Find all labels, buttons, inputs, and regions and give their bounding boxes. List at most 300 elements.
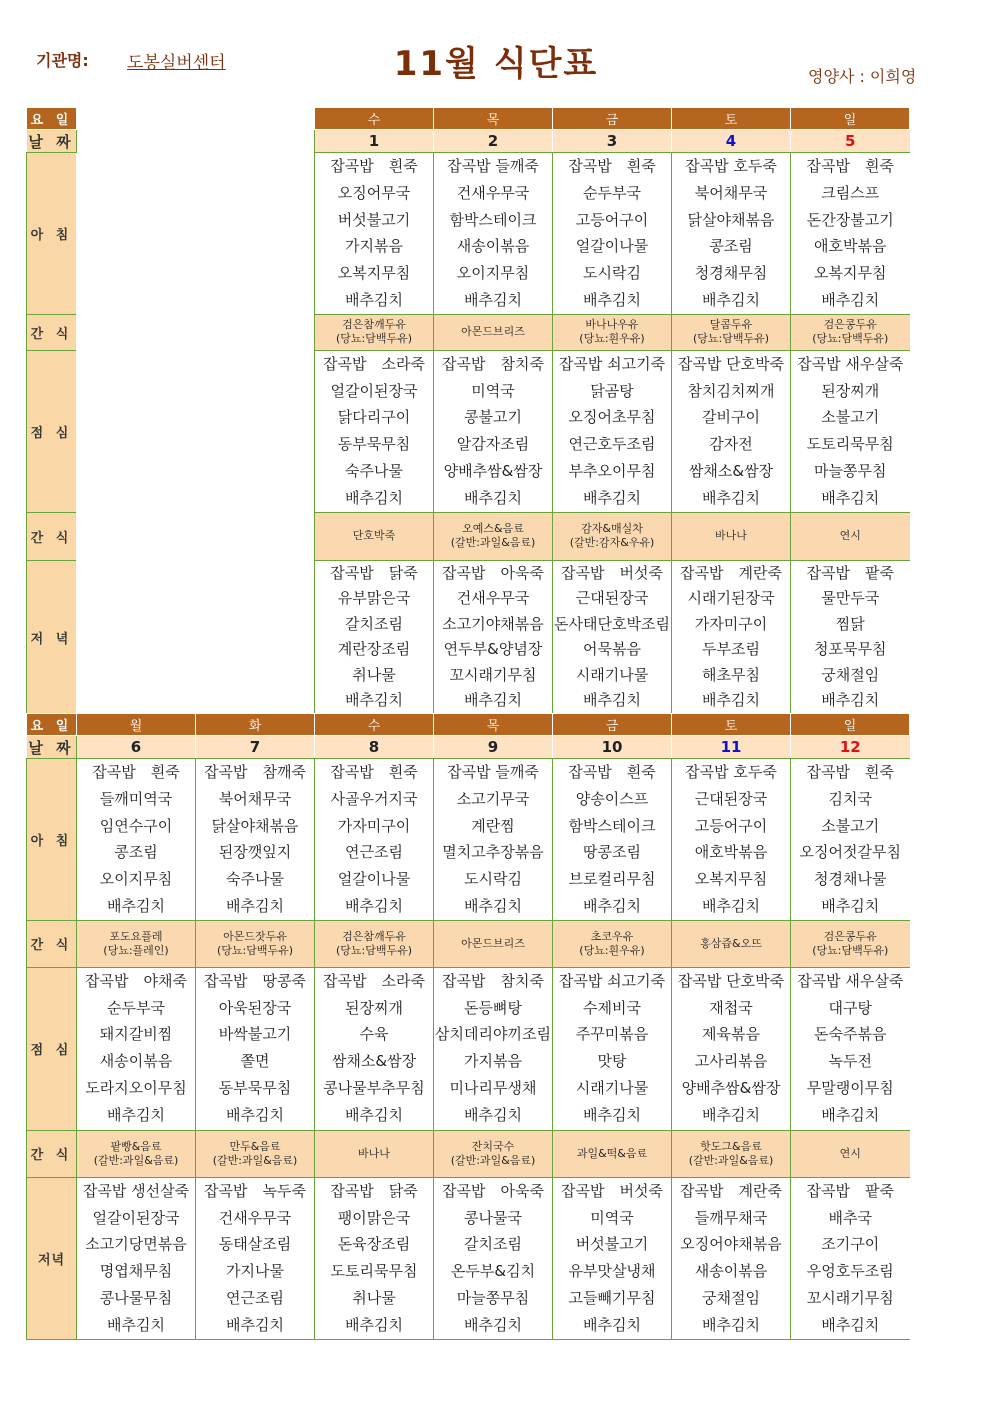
meal-cell	[434, 759, 553, 921]
menu-item: 시래기나물	[575, 1078, 649, 1097]
menu-item: 배추김치	[464, 290, 522, 309]
menu-item: 취나물	[352, 1288, 396, 1307]
meal-cell	[77, 967, 196, 1130]
menu-item: (당뇨:담백두유)	[812, 332, 889, 346]
menu-item: 근대된장국	[694, 789, 768, 808]
menu-item: 소고기당면볶음	[85, 1235, 187, 1254]
menu-item: 배추김치	[345, 1315, 403, 1334]
meal-cell	[791, 153, 910, 315]
menu-item: 건새우무국	[456, 183, 530, 202]
menu-item: 잡곡밥 땅콩죽	[204, 971, 306, 990]
weekday: 금	[553, 108, 672, 130]
menu-item: 오징어야채볶음	[680, 1235, 782, 1254]
meal-cell	[791, 560, 910, 714]
menu-item: 갈치조림	[464, 1235, 522, 1254]
dietitian-label: 영양사 : 이희영	[808, 67, 917, 86]
menu-item: 단호박죽	[352, 529, 396, 543]
lunch-label: 점 심	[27, 967, 77, 1130]
snack-cell	[434, 314, 553, 350]
menu-item: 돈간장불고기	[806, 210, 894, 229]
meal-cell	[434, 1177, 553, 1339]
menu-item: 잡곡밥 버섯죽	[561, 1181, 663, 1200]
menu-item: 배추김치	[464, 896, 522, 915]
menu-item: 궁채절임	[702, 1288, 760, 1307]
breakfast-label: 아 침	[27, 759, 77, 921]
menu-item: 배추김치	[583, 1315, 641, 1334]
menu-item: 시래기된장국	[687, 589, 775, 608]
menu-item: 잡곡밥 소라죽	[323, 354, 425, 373]
menu-item: 된장찌개	[821, 381, 880, 400]
menu-item: 건새우무국	[456, 589, 530, 608]
weekday: 금	[553, 714, 672, 736]
meal-cell	[672, 1177, 791, 1339]
weekday: 토	[672, 108, 791, 130]
menu-item: 배추김치	[702, 691, 760, 710]
menu-item: 배추김치	[821, 488, 880, 507]
menu-item: 돈등뼈탕	[464, 998, 522, 1017]
menu-item: 배추국	[828, 1208, 872, 1227]
menu-item: 배추김치	[702, 488, 760, 507]
meal-cell	[434, 153, 553, 315]
menu-item: 수제비국	[583, 998, 641, 1017]
menu-item: 팥빵&음료	[110, 1139, 162, 1153]
meal-cell	[553, 560, 672, 714]
menu-item: 오징어초무침	[568, 408, 656, 427]
menu-item: 도라지오이무침	[85, 1078, 187, 1097]
menu-item: 배추김치	[226, 896, 284, 915]
menu-item: 애호박볶음	[694, 843, 768, 862]
menu-item: 청경채무침	[694, 264, 768, 283]
menu-item: 배추김치	[702, 1315, 760, 1334]
menu-item: 돈사태단호박조림	[554, 614, 670, 633]
menu-item: 두부조림	[702, 640, 760, 659]
menu-item: 오이지무침	[99, 870, 173, 889]
menu-item: 가지나물	[226, 1262, 284, 1281]
menu-item: 갈비구이	[702, 408, 760, 427]
menu-table-week-1	[26, 107, 910, 715]
meal-cell	[672, 967, 791, 1130]
meal-cell	[315, 560, 434, 714]
menu-item: 배추김치	[107, 1315, 165, 1334]
menu-item: 닭곰탕	[590, 381, 634, 400]
menu-item: 배추김치	[583, 290, 641, 309]
snack-cell	[434, 1130, 553, 1177]
empty-cell	[77, 108, 315, 130]
date: 2	[434, 130, 553, 153]
menu-item: 배추김치	[345, 488, 403, 507]
weekday: 일	[791, 714, 910, 736]
menu-item: 북어채무국	[694, 183, 768, 202]
menu-item: 잡곡밥 들깨죽	[447, 157, 539, 175]
menu-item: 배추김치	[702, 1105, 760, 1124]
snack-label: 간 식	[27, 920, 77, 967]
meal-cell	[434, 560, 553, 714]
menu-item: 콩조림	[709, 237, 753, 256]
menu-item: 잡곡밥 계란죽	[680, 563, 782, 582]
menu-item: 잡곡밥 흰죽	[330, 763, 418, 781]
menu-item: 마늘쫑무침	[456, 1288, 530, 1307]
menu-item: 배추김치	[821, 1315, 880, 1334]
menu-item: 녹두전	[828, 1052, 872, 1071]
menu-item: 핫도그&음료	[700, 1139, 762, 1153]
menu-item: 오징어젓갈무침	[799, 843, 901, 862]
menu-item: 잡곡밥 들깨죽	[447, 763, 539, 781]
dinner-row	[27, 1177, 910, 1339]
snack-cell	[553, 920, 672, 967]
menu-item: 도시락김	[464, 870, 522, 889]
meal-cell	[791, 350, 910, 512]
menu-item: (갈반:과일&음료)	[450, 536, 536, 550]
menu-item: 잡곡밥 참치죽	[442, 354, 544, 373]
menu-item: 가지볶음	[464, 1052, 522, 1071]
menu-item: 잡곡밥 아욱죽	[442, 1181, 544, 1200]
menu-item: 연시	[839, 1146, 861, 1160]
menu-item: 배추김치	[226, 1105, 284, 1124]
menu-item: (당뇨:담백두유)	[692, 332, 770, 346]
org-name: 도봉실버센터	[127, 53, 226, 73]
menu-item: (당뇨:담백두유)	[812, 943, 889, 957]
meal-cell	[315, 759, 434, 921]
menu-item: 참치김치찌개	[687, 381, 775, 400]
menu-item: 새송이볶음	[99, 1052, 173, 1071]
menu-item: 돈육장조림	[337, 1235, 411, 1254]
menu-item: 오예스&음료	[462, 522, 524, 536]
meal-cell	[315, 1177, 434, 1339]
menu-item: 배추김치	[345, 1105, 403, 1124]
menu-item: 소고기야채볶음	[442, 614, 544, 633]
meal-cell	[196, 759, 315, 921]
menu-item: 꼬시래기무침	[806, 1288, 894, 1307]
breakfast-row	[27, 759, 910, 921]
menu-item: 잡곡밥 새우살죽	[797, 354, 904, 373]
menu-item: 닭살야채볶음	[687, 210, 775, 229]
menu-item: 시래기나물	[575, 665, 649, 684]
menu-item: 물만두국	[821, 589, 880, 608]
menu-item: 아욱된장국	[218, 998, 292, 1017]
date: 12	[791, 736, 910, 759]
meal-cell	[672, 560, 791, 714]
menu-item: 잡곡밥 흰죽	[568, 157, 656, 175]
snack-cell	[672, 920, 791, 967]
meal-cell	[791, 1177, 910, 1339]
snack-cell	[196, 920, 315, 967]
snack-row	[27, 920, 910, 967]
menu-item: 유부맛살냉채	[568, 1262, 656, 1281]
menu-item: 바싹불고기	[218, 1025, 292, 1044]
menu-item: 잡곡밥 팥죽	[806, 563, 894, 582]
snack-cell	[791, 314, 910, 350]
menu-item: 배추김치	[464, 1105, 522, 1124]
menu-item: 잡곡밥 야채죽	[85, 971, 187, 990]
menu-item: 달콤두유	[709, 318, 753, 332]
menu-item: 동부묵무침	[337, 435, 411, 454]
menu-item: 연근조림	[226, 1288, 284, 1307]
menu-item: (갈반:과일&음료)	[93, 1153, 179, 1167]
date-label: 날 짜	[27, 130, 77, 153]
menu-item: 잡곡밥 팥죽	[806, 1181, 894, 1200]
date: 6	[77, 736, 196, 759]
date: 11	[672, 736, 791, 759]
menu-item: 콩조림	[114, 843, 158, 862]
menu-item: (갈반:과일&음료)	[212, 1153, 298, 1167]
meal-cell	[553, 350, 672, 512]
menu-item: 콩불고기	[464, 408, 522, 427]
menu-item: 찜닭	[835, 614, 865, 633]
menu-item: 해초무침	[702, 665, 760, 684]
menu-item: 순두부국	[107, 998, 165, 1017]
breakfast-label: 아 침	[27, 153, 77, 315]
menu-item: 명엽채무침	[99, 1262, 173, 1281]
menu-item: 아몬드브리즈	[461, 936, 525, 950]
menu-item: 배추김치	[702, 290, 760, 309]
snack-cell	[196, 1130, 315, 1177]
snack-cell	[553, 1130, 672, 1177]
menu-item: 소불고기	[821, 408, 880, 427]
menu-item: 검은참깨두유	[342, 929, 406, 943]
menu-item: 닭살야채볶음	[211, 816, 299, 835]
menu-item: 오징어무국	[337, 183, 411, 202]
date: 7	[196, 736, 315, 759]
dinner-label: 저 녁	[27, 560, 77, 714]
meal-cell	[553, 153, 672, 315]
menu-item: 오복지무침	[814, 264, 887, 283]
menu-item: 미역국	[471, 381, 515, 400]
menu-item: 고등어구이	[575, 210, 649, 229]
meal-cell	[672, 759, 791, 921]
menu-item: 오복지무침	[337, 264, 411, 283]
menu-item: 배추김치	[107, 1105, 165, 1124]
menu-item: 임연수구이	[99, 816, 173, 835]
menu-item: (당뇨:흰우유)	[579, 943, 645, 957]
menu-item: 배추김치	[702, 896, 760, 915]
menu-item: 잡곡밥 참치죽	[442, 971, 544, 990]
snack-cell	[672, 314, 791, 350]
menu-item: 갈치조림	[345, 614, 403, 633]
snack-cell	[77, 920, 196, 967]
menu-item: 알감자조림	[456, 435, 530, 454]
menu-item: 잡곡밥 닭죽	[330, 563, 418, 582]
menu-item: 들깨무채국	[694, 1208, 768, 1227]
menu-item: 잡곡밥 쇠고기죽	[558, 971, 666, 990]
menu-item: 새송이볶음	[694, 1262, 768, 1281]
menu-item: 배추김치	[226, 1315, 284, 1334]
meal-cell	[553, 967, 672, 1130]
menu-item: 잡곡밥 녹두죽	[204, 1181, 306, 1200]
menu-item: 버섯불고기	[575, 1235, 649, 1254]
menu-item: 콩나물국	[464, 1208, 522, 1227]
menu-item: 양배추쌈&쌈장	[443, 461, 543, 480]
menu-item: (갈반:감자&우유)	[569, 536, 655, 550]
menu-item: 고들빼기무침	[568, 1288, 656, 1307]
weekday-row	[27, 108, 910, 130]
menu-item: 배추김치	[345, 290, 403, 309]
page-title: 11월 식단표	[393, 44, 599, 84]
empty-cell	[77, 130, 315, 715]
meal-cell	[196, 1177, 315, 1339]
menu-item: 새송이볶음	[456, 237, 530, 256]
menu-item: 숙주나물	[345, 461, 403, 480]
weekday: 토	[672, 714, 791, 736]
menu-item: 고사리볶음	[694, 1052, 768, 1071]
menu-item: 잡곡밥 참깨죽	[204, 763, 306, 781]
menu-item: 돈숙주볶음	[814, 1025, 887, 1044]
dinner-label: 저녁	[27, 1177, 77, 1339]
menu-item: 잡곡밥 아욱죽	[442, 563, 544, 582]
menu-item: 마늘쫑무침	[814, 461, 887, 480]
menu-item: 배추김치	[107, 896, 165, 915]
snack-cell	[553, 512, 672, 560]
snack-cell	[791, 512, 910, 560]
menu-item: 배추김치	[464, 488, 522, 507]
menu-item: (당뇨:담백두유)	[216, 943, 294, 957]
menu-item: 잡곡밥 흰죽	[806, 157, 894, 175]
snack-row	[27, 1130, 910, 1177]
menu-item: 연두부&양념장	[443, 640, 543, 659]
meal-cell	[315, 967, 434, 1130]
menu-item: 콩나물부추무침	[323, 1078, 425, 1097]
menu-item: 바나나	[358, 1146, 390, 1160]
menu-item: 잡곡밥 닭죽	[330, 1181, 418, 1200]
date: 8	[315, 736, 434, 759]
menu-item: 과일&떡&음료	[576, 1146, 648, 1160]
menu-item: 잡곡밥 호두죽	[685, 157, 777, 175]
meal-cell	[553, 1177, 672, 1339]
menu-item: 감자&매실차	[581, 522, 643, 536]
snack-cell	[791, 920, 910, 967]
menu-item: 사골우거지국	[330, 789, 418, 808]
menu-item: 배추김치	[345, 896, 403, 915]
menu-item: 소불고기	[821, 816, 880, 835]
snack-cell	[672, 1130, 791, 1177]
menu-item: 얼갈이된장국	[92, 1208, 180, 1227]
menu-item: 포도요플레	[109, 929, 163, 943]
menu-item: 연근조림	[345, 843, 403, 862]
menu-item: 배추김치	[583, 1105, 641, 1124]
menu-item: 고등어구이	[694, 816, 768, 835]
menu-item: 검은콩두유	[823, 929, 877, 943]
menu-item: 애호박볶음	[814, 237, 887, 256]
date: 9	[434, 736, 553, 759]
menu-item: 동부묵무침	[218, 1078, 292, 1097]
weekday: 월	[77, 714, 196, 736]
menu-item: 제육볶음	[702, 1025, 760, 1044]
snack-cell	[553, 314, 672, 350]
menu-item: 취나물	[352, 665, 396, 684]
menu-item: 도토리묵무침	[330, 1262, 418, 1281]
menu-item: 김치국	[828, 789, 872, 808]
date: 10	[553, 736, 672, 759]
org-label: 기관명:	[36, 51, 89, 70]
meal-cell	[434, 967, 553, 1130]
date: 4	[672, 130, 791, 153]
menu-item: 오복지무침	[694, 870, 768, 889]
menu-item: 잡곡밥 소라죽	[323, 971, 425, 990]
menu-item: 검은콩두유	[823, 318, 877, 332]
snack-label: 간 식	[27, 314, 77, 350]
menu-item: 오이지무침	[456, 264, 530, 283]
menu-item: (당뇨:흰우유)	[579, 332, 645, 346]
menu-item: 닭다리구이	[337, 408, 411, 427]
menu-item: 된장깻잎지	[218, 843, 292, 862]
menu-item: (당뇨:담백두유)	[335, 943, 413, 957]
snack-label: 간 식	[27, 512, 77, 560]
date-row	[27, 736, 910, 759]
snack-cell	[315, 314, 434, 350]
menu-item: 들깨미역국	[99, 789, 173, 808]
menu-item: 콩나물무침	[99, 1288, 173, 1307]
weekday: 수	[315, 108, 434, 130]
menu-item: 아몬드잣두유	[223, 929, 287, 943]
snack-cell	[791, 1130, 910, 1177]
snack-cell	[315, 512, 434, 560]
menu-item: 부추오이무침	[568, 461, 656, 480]
menu-item: 우엉호두조림	[806, 1262, 894, 1281]
lunch-row	[27, 967, 910, 1130]
menu-item: 순두부국	[583, 183, 641, 202]
menu-item: 얼갈이된장국	[330, 381, 418, 400]
menu-item: 잡곡밥 단호박죽	[677, 354, 785, 373]
menu-item: 조기구이	[821, 1235, 880, 1254]
menu-item: 검은참깨두유	[342, 318, 406, 332]
menu-item: 잡곡밥 새우살죽	[797, 971, 904, 990]
weekday: 화	[196, 714, 315, 736]
menu-item: 얼갈이나물	[575, 237, 649, 256]
menu-item: 잡곡밥 계란죽	[680, 1181, 782, 1200]
snack-cell	[77, 1130, 196, 1177]
menu-item: 초코우유	[590, 929, 634, 943]
menu-item: 배추김치	[821, 290, 880, 309]
menu-item: 주꾸미볶음	[575, 1025, 649, 1044]
meal-cell	[672, 153, 791, 315]
menu-item: 숙주나물	[226, 870, 284, 889]
menu-item: 가자미구이	[337, 816, 411, 835]
meal-cell	[77, 759, 196, 921]
menu-item: 미나리무생채	[449, 1078, 537, 1097]
menu-item: 멸치고추장볶음	[442, 843, 544, 862]
menu-item: 바나나	[715, 529, 747, 543]
date-label: 날 짜	[27, 736, 77, 759]
menu-item: 삼치데리야끼조림	[435, 1025, 551, 1044]
menu-item: 잡곡밥 호두죽	[685, 763, 777, 781]
menu-item: 잔치국수	[471, 1139, 515, 1153]
menu-item: 배추김치	[345, 691, 403, 710]
menu-item: 배추김치	[583, 691, 641, 710]
menu-item: 어묵볶음	[583, 640, 641, 659]
menu-item: 잡곡밥 흰죽	[806, 763, 894, 781]
menu-item: 연근호두조림	[568, 435, 656, 454]
menu-table-week-2	[26, 713, 910, 1340]
menu-item: 대구탕	[828, 998, 872, 1017]
menu-item: 도시락김	[583, 264, 641, 283]
menu-item: 쫄면	[240, 1052, 270, 1071]
menu-item: 북어채무국	[218, 789, 292, 808]
menu-item: 팽이맑은국	[337, 1208, 411, 1227]
menu-item: 브로컬리무침	[568, 870, 656, 889]
menu-item: 잡곡밥 단호박죽	[677, 971, 785, 990]
meal-cell	[77, 1177, 196, 1339]
menu-item: 연시	[839, 529, 861, 543]
menu-item: 바나나우유	[585, 318, 639, 332]
weekday-label: 요 일	[27, 714, 77, 736]
weekday-label: 요 일	[27, 108, 77, 130]
menu-item: 쌈채소&쌈장	[688, 461, 774, 480]
menu-item: 배추김치	[821, 1105, 880, 1124]
menu-item: 잡곡밥 생선살죽	[82, 1181, 190, 1200]
menu-item: 재첩국	[709, 998, 753, 1017]
menu-item: 된장찌개	[345, 998, 403, 1017]
meal-cell	[672, 350, 791, 512]
meal-cell	[315, 153, 434, 315]
